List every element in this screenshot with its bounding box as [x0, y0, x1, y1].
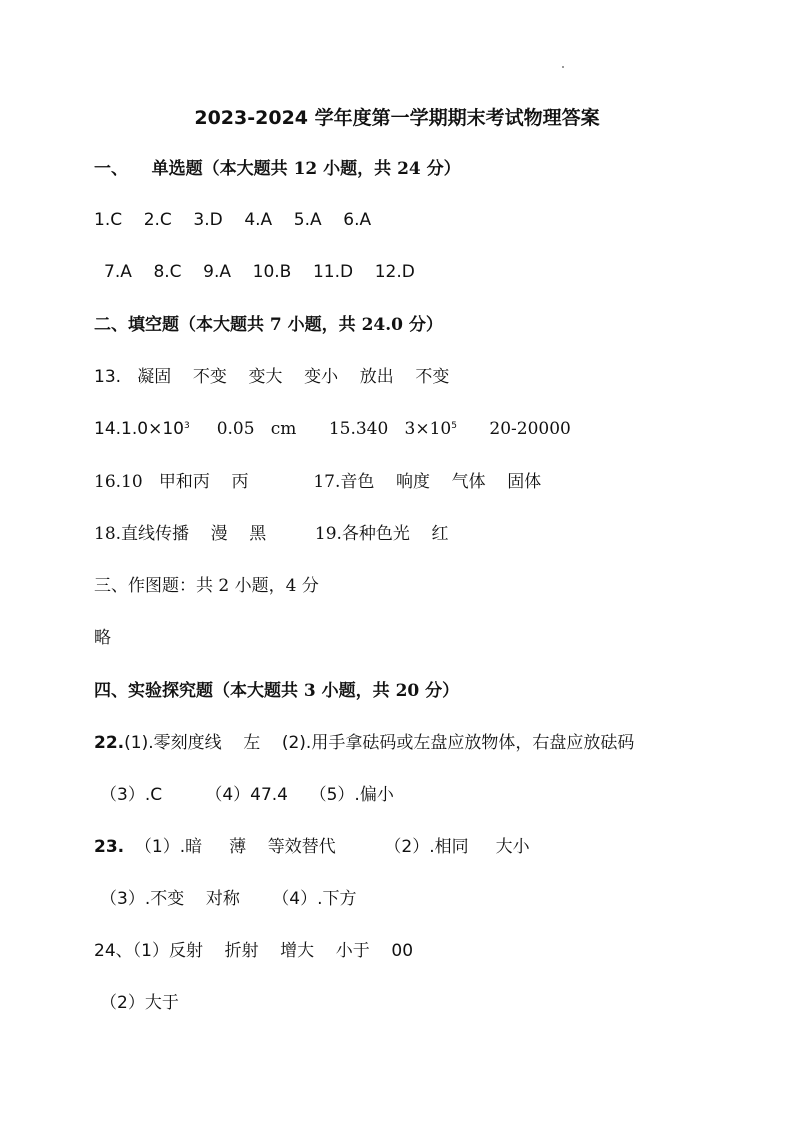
q23-line1-text: （1）.暗 薄 等效替代 （2）.相同 大小: [124, 837, 530, 857]
section1-answers-row2: 7.A 8.C 9.A 10.B 11.D 12.D: [104, 262, 415, 282]
q23-line1: [94, 836, 530, 858]
q22-number: 22.: [94, 733, 125, 753]
page-title: 2023-2024 学年度第一学期期末考试物理答案: [194, 107, 600, 129]
q23-number: 23.: [94, 837, 125, 857]
section1-answers-row1: 1.C 2.C 3.D 4.A 5.A 6.A: [94, 210, 372, 230]
q16-q17-answer: 16.10 甲和丙 丙 17.音色 响度 气体 固体: [94, 472, 542, 492]
q14-q15-middle: 0.05 cm 15.340 3×10: [189, 419, 452, 439]
stray-mark: [562, 66, 564, 68]
q23-line2: （3）.不变 对称 （4）.下方: [100, 889, 357, 909]
q14-q15-answer: [94, 418, 571, 440]
section2-heading: 二、填空题（本大题共 7 小题，共 24.0 分）: [94, 315, 443, 335]
q18-q19-answer: 18.直线传播 漫 黑 19.各种色光 红: [94, 524, 449, 544]
q14-base: 14.1.0×10: [94, 419, 184, 439]
q24-line1: 24、（1）反射 折射 增大 小于 00: [94, 941, 414, 961]
q22-line1: [94, 732, 634, 754]
q15-exponent: 5: [451, 421, 457, 431]
q14-exponent: 3: [183, 421, 190, 431]
q22-line1-text: (1).零刻度线 左 (2).用手拿砝码或左盘应放物体，右盘应放砝码: [124, 733, 635, 753]
section3-answer: 略: [94, 628, 111, 648]
q15-tail: 20-20000: [456, 419, 571, 439]
section1-heading: 一、 单选题（本大题共 12 小题，共 24 分）: [94, 159, 461, 179]
q24-line2: （2）大于: [100, 993, 179, 1013]
section3-heading: 三、作图题：共 2 小题，4 分: [94, 576, 319, 596]
q13-answer: 13. 凝固 不变 变大 变小 放出 不变: [94, 367, 450, 387]
q22-line2: （3）.C （4）47.4 （5）.偏小: [100, 785, 394, 805]
section4-heading: 四、实验探究题（本大题共 3 小题，共 20 分）: [94, 681, 460, 701]
